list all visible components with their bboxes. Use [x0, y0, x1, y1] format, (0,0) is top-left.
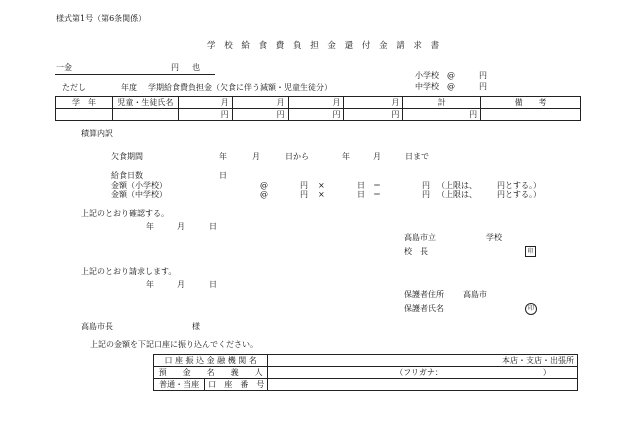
at-elem: @ [447, 71, 455, 80]
month-2: 月 [373, 152, 381, 161]
header-grade: 学 年 [56, 97, 113, 109]
guardian-seal-icon: 印 [525, 303, 537, 315]
account-type-label[interactable]: 普通・当座 [154, 379, 205, 391]
bank-label: 口 座 振 込 金 融 機 関 名 [154, 355, 268, 367]
total-cell[interactable]: 円 [403, 109, 481, 121]
calc-title: 積算内訳 [81, 129, 113, 138]
request-text: 上記のとおり請求します。 [81, 267, 177, 276]
equals-mid: ＝ [373, 190, 381, 199]
result-yen-elem: 円 [422, 181, 430, 190]
absence-period-label: 欠食期間 [111, 152, 143, 161]
amount-underline [55, 74, 215, 75]
furigana-close: ） [542, 367, 551, 377]
transfer-text: 上記の金額を下記口座に振り込んでください。 [90, 340, 258, 349]
amount-suffix: 也 [192, 63, 200, 72]
confirm-day: 日 [209, 222, 217, 231]
month-1-cell[interactable]: 円 [178, 109, 232, 121]
page-title: 学 校 給 食 費 負 担 金 還 付 金 請 求 書 [207, 41, 443, 51]
guardian-name-label: 保護者氏名 [404, 304, 444, 313]
month-4-cell[interactable]: 円 [344, 109, 403, 121]
remarks-cell[interactable] [481, 109, 581, 121]
amount-mid-label: 金額（中学校） [111, 190, 167, 199]
confirm-text: 上記のとおり確認する。 [81, 209, 169, 218]
principal-seal-icon: 印 [525, 246, 536, 257]
calc-at-elem: @ [260, 181, 268, 190]
request-year: 年 [146, 280, 154, 289]
confirm-year: 年 [146, 222, 154, 231]
calc-day-elem: 日 [357, 181, 365, 190]
request-month: 月 [177, 280, 185, 289]
meal-days-unit: 日 [219, 171, 227, 180]
grade-cell[interactable] [56, 109, 113, 121]
header-month-4: 月 [344, 97, 403, 109]
holder-row [154, 367, 578, 379]
bank-name-field[interactable]: 本店・支店・出張所 [268, 355, 578, 367]
calc-day-mid: 日 [357, 190, 365, 199]
equals-elem: ＝ [373, 181, 381, 190]
amount-elem-label: 金額（小学校） [111, 181, 167, 190]
calc-yen-elem: 円 [300, 181, 308, 190]
description: 学期給食費負担金（欠食に伴う減額・児童生徒分） [148, 83, 332, 92]
confirm-month: 月 [177, 222, 185, 231]
meal-days-label: 給食日数 [111, 171, 143, 180]
school-mid-label: 中学校 [415, 82, 439, 91]
request-day: 日 [209, 280, 217, 289]
account-row [154, 379, 578, 391]
header-month-2: 月 [232, 97, 288, 109]
account-number-label: 口 座 番 号 [205, 379, 268, 391]
account-number-field[interactable] [268, 379, 578, 391]
limit-open-elem: （上限は、 [437, 181, 477, 190]
header-remarks: 備 考 [481, 97, 581, 109]
calc-at-mid: @ [260, 190, 268, 199]
limit-open-mid: （上限は、 [437, 190, 477, 199]
form-number: 様式第1号（第6条関係） [56, 14, 147, 23]
header-name: 児童・生徒氏名 [112, 97, 178, 109]
header-month-3: 月 [288, 97, 344, 109]
month-2-cell[interactable]: 円 [232, 109, 288, 121]
times-mid: × [318, 190, 325, 199]
month-1: 月 [252, 152, 260, 161]
mayor-label: 高島市長 [81, 322, 113, 331]
holder-label: 預 金 名 義 人 [154, 367, 268, 379]
times-elem: × [318, 181, 325, 190]
at-mid: @ [447, 82, 455, 91]
year-1: 年 [219, 152, 227, 161]
school-elem-label: 小学校 [415, 71, 439, 80]
limit-close-mid: 円とする。） [497, 190, 541, 199]
holder-field[interactable] [268, 367, 578, 379]
header-month-1: 月 [178, 97, 232, 109]
table-row [56, 109, 581, 121]
bank-row [154, 355, 578, 367]
nendo-label: 年度 [121, 83, 137, 92]
city-school-label: 高島市立 [404, 233, 436, 242]
guardian-address-label: 保護者住所 [404, 290, 444, 299]
bank-table [153, 354, 578, 391]
header-total: 計 [403, 97, 481, 109]
year-2: 年 [342, 152, 350, 161]
furigana-open: （フリガナ： [395, 367, 443, 377]
guardian-city: 高島市 [463, 290, 487, 299]
month-3-cell[interactable]: 円 [288, 109, 344, 121]
principal-label: 校 長 [404, 247, 428, 256]
school-suffix: 学校 [486, 233, 502, 242]
tadashi-label: ただし [62, 83, 86, 92]
result-yen-mid: 円 [422, 190, 430, 199]
day-until: 日まで [405, 152, 429, 161]
limit-close-elem: 円とする。） [497, 181, 541, 190]
day-from: 日から [285, 152, 309, 161]
yen-mid: 円 [479, 82, 487, 91]
sama-label: 様 [192, 322, 200, 331]
name-cell[interactable] [112, 109, 178, 121]
calc-yen-mid: 円 [300, 190, 308, 199]
student-table [55, 96, 581, 121]
table-header-row [56, 97, 581, 109]
amount-yen: 円 [171, 63, 179, 72]
yen-elem: 円 [479, 71, 487, 80]
amount-prefix: 一金 [56, 63, 72, 72]
